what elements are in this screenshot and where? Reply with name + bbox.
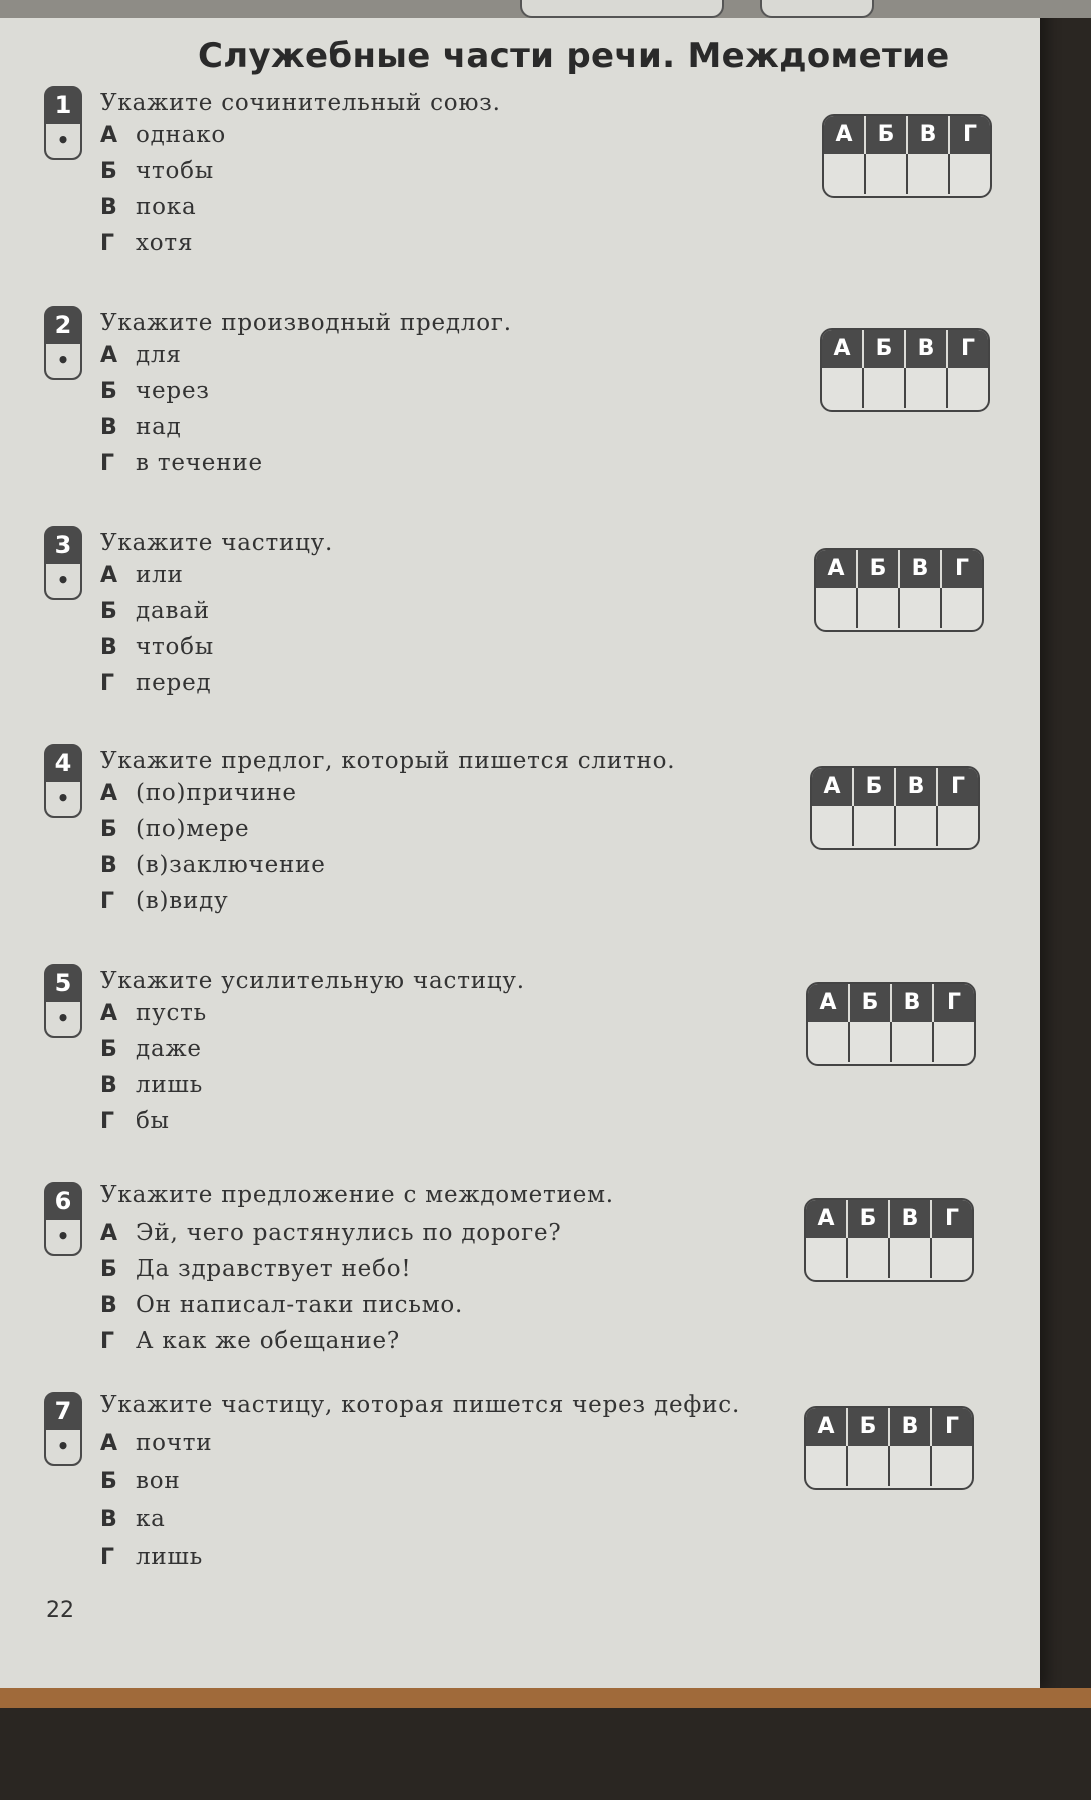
answer-cell-c[interactable] bbox=[904, 368, 946, 408]
answer-option-a bbox=[100, 1220, 562, 1246]
grid-header-c: В bbox=[898, 550, 940, 588]
option-letter: А bbox=[100, 343, 118, 368]
task-question: Укажите сочинительный союз. bbox=[100, 90, 501, 116]
answer-cell-c[interactable] bbox=[888, 1446, 930, 1486]
task-question: Укажите предлог, который пишется слитно. bbox=[100, 748, 676, 774]
answer-cell-a[interactable] bbox=[806, 1238, 846, 1278]
option-text: почти bbox=[136, 1430, 213, 1456]
grid-header-d: Г bbox=[946, 330, 988, 368]
answer-option-b bbox=[100, 1036, 202, 1062]
option-text: или bbox=[136, 562, 184, 588]
option-letter: Б bbox=[100, 159, 118, 184]
answer-cell-d[interactable] bbox=[936, 806, 978, 846]
answer-option-d bbox=[100, 888, 228, 914]
grid-header-a: А bbox=[817, 1414, 835, 1439]
option-letter: Г bbox=[100, 451, 115, 476]
option-letter: Г bbox=[100, 1545, 115, 1570]
answer-grid-cells bbox=[806, 1446, 972, 1486]
grid-header-b: Б bbox=[856, 550, 898, 588]
option-letter: В bbox=[100, 1293, 118, 1318]
option-text: Он написал-таки письмо. bbox=[136, 1292, 464, 1318]
grid-header-b: Б bbox=[864, 116, 906, 154]
task-question: Укажите производный предлог. bbox=[100, 310, 512, 336]
grid-header-c: В bbox=[888, 1200, 930, 1238]
answer-grid-header bbox=[816, 550, 982, 588]
answer-option-b bbox=[100, 378, 210, 404]
answer-grid bbox=[814, 548, 984, 632]
option-letter: А bbox=[100, 1221, 118, 1246]
option-text: хотя bbox=[136, 230, 194, 256]
grid-header-d: Г bbox=[940, 550, 982, 588]
answer-option-b bbox=[100, 1468, 181, 1494]
option-letter: Б bbox=[100, 817, 118, 842]
task-number: 5 bbox=[54, 969, 72, 997]
option-text: пока bbox=[136, 194, 197, 220]
answer-cell-a[interactable] bbox=[816, 588, 856, 628]
answer-option-d bbox=[100, 1328, 400, 1354]
grid-header-a: А bbox=[835, 122, 853, 147]
answer-option-b bbox=[100, 158, 214, 184]
task-number-badge bbox=[44, 306, 82, 380]
option-letter: В bbox=[100, 1073, 118, 1098]
answer-grid-cells bbox=[806, 1238, 972, 1278]
answer-cell-b[interactable] bbox=[848, 1022, 890, 1062]
answer-cell-d[interactable] bbox=[948, 154, 990, 194]
difficulty-dot: • bbox=[46, 1002, 80, 1036]
task-number-badge bbox=[44, 744, 82, 818]
option-text: лишь bbox=[136, 1072, 204, 1098]
task-question: Укажите частицу, которая пишется через дефис. bbox=[100, 1392, 741, 1418]
answer-option-c bbox=[100, 1506, 166, 1532]
option-letter: В bbox=[100, 635, 118, 660]
option-text: пусть bbox=[136, 1000, 207, 1026]
answer-grid-cells bbox=[808, 1022, 974, 1062]
answer-cell-c[interactable] bbox=[888, 1238, 930, 1278]
option-letter: Г bbox=[100, 231, 115, 256]
option-text: ка bbox=[136, 1506, 166, 1532]
answer-cell-a[interactable] bbox=[812, 806, 852, 846]
option-letter: Г bbox=[100, 1109, 115, 1134]
answer-grid bbox=[822, 114, 992, 198]
answer-grid bbox=[804, 1406, 974, 1490]
answer-option-c bbox=[100, 414, 182, 440]
option-letter: Г bbox=[100, 889, 115, 914]
task-question: Укажите частицу. bbox=[100, 530, 334, 556]
answer-cell-c[interactable] bbox=[898, 588, 940, 628]
answer-grid-header bbox=[824, 116, 990, 154]
difficulty-dot: • bbox=[46, 1220, 80, 1254]
option-letter: В bbox=[100, 1507, 118, 1532]
page-title: Служебные части речи. Междометие bbox=[198, 36, 950, 76]
option-text: однако bbox=[136, 122, 227, 148]
task-number: 2 bbox=[54, 311, 72, 339]
option-letter: Б bbox=[100, 1037, 118, 1062]
grid-header-d: Г bbox=[930, 1200, 972, 1238]
answer-cell-b[interactable] bbox=[846, 1238, 888, 1278]
option-text: (по)мере bbox=[136, 816, 250, 842]
answer-grid bbox=[810, 766, 980, 850]
task-number: 6 bbox=[54, 1187, 72, 1215]
answer-option-a bbox=[100, 1430, 212, 1456]
option-letter: А bbox=[100, 1001, 118, 1026]
task-number: 3 bbox=[54, 531, 72, 559]
option-letter: А bbox=[100, 563, 118, 588]
answer-grid-header bbox=[808, 984, 974, 1022]
answer-grid-header bbox=[806, 1200, 972, 1238]
grid-header-a: А bbox=[833, 336, 851, 361]
answer-option-a bbox=[100, 562, 184, 588]
grid-header-a: А bbox=[817, 1206, 835, 1231]
answer-option-a bbox=[100, 780, 297, 806]
task-number-badge bbox=[44, 86, 82, 160]
option-letter: В bbox=[100, 415, 118, 440]
option-text: (в)виду bbox=[136, 888, 229, 914]
answer-cell-c[interactable] bbox=[906, 154, 948, 194]
option-letter: Б bbox=[100, 1469, 118, 1494]
answer-grid bbox=[820, 328, 990, 412]
grid-header-a: А bbox=[823, 774, 841, 799]
answer-cell-a[interactable] bbox=[808, 1022, 848, 1062]
answer-cell-d[interactable] bbox=[940, 588, 982, 628]
answer-grid bbox=[804, 1198, 974, 1282]
task-number: 1 bbox=[54, 91, 72, 119]
answer-option-c bbox=[100, 1072, 203, 1098]
answer-option-c bbox=[100, 852, 326, 878]
top-strip bbox=[0, 0, 1091, 18]
task-5 bbox=[44, 964, 1044, 1164]
grid-header-b: Б bbox=[852, 768, 894, 806]
answer-option-a bbox=[100, 1000, 207, 1026]
answer-cell-a[interactable] bbox=[824, 154, 864, 194]
answer-grid-cells bbox=[812, 806, 978, 846]
option-letter: А bbox=[100, 1431, 118, 1456]
grid-header-d: Г bbox=[930, 1408, 972, 1446]
top-tab bbox=[760, 0, 874, 18]
answer-cell-d[interactable] bbox=[930, 1446, 972, 1486]
answer-option-d bbox=[100, 450, 263, 476]
task-2 bbox=[44, 306, 1044, 506]
task-number: 4 bbox=[54, 749, 72, 777]
answer-grid-header bbox=[822, 330, 988, 368]
task-number-badge bbox=[44, 1182, 82, 1256]
table-edge bbox=[0, 1688, 1091, 1708]
answer-option-b bbox=[100, 1256, 411, 1282]
option-letter: А bbox=[100, 123, 118, 148]
option-letter: В bbox=[100, 195, 118, 220]
task-question: Укажите предложение с междометием. bbox=[100, 1182, 614, 1208]
answer-cell-d[interactable] bbox=[946, 368, 988, 408]
answer-option-d bbox=[100, 1544, 203, 1570]
answer-option-b bbox=[100, 598, 210, 624]
option-text: Эй, чего растянулись по дороге? bbox=[136, 1220, 562, 1246]
difficulty-dot: • bbox=[46, 344, 80, 378]
grid-header-a: А bbox=[819, 990, 837, 1015]
answer-option-d bbox=[100, 230, 193, 256]
answer-cell-b[interactable] bbox=[846, 1446, 888, 1486]
option-text: давай bbox=[136, 598, 210, 624]
answer-option-d bbox=[100, 1108, 170, 1134]
grid-header-d: Г bbox=[948, 116, 990, 154]
grid-header-b: Б bbox=[862, 330, 904, 368]
answer-cell-b[interactable] bbox=[864, 154, 906, 194]
option-text: бы bbox=[136, 1108, 170, 1134]
grid-header-d: Г bbox=[936, 768, 978, 806]
option-letter: А bbox=[100, 781, 118, 806]
option-text: вон bbox=[136, 1468, 181, 1494]
task-4 bbox=[44, 744, 1044, 944]
grid-header-d: Г bbox=[932, 984, 974, 1022]
answer-option-c bbox=[100, 194, 196, 220]
answer-grid-cells bbox=[816, 588, 982, 628]
task-number-badge bbox=[44, 526, 82, 600]
answer-option-c bbox=[100, 1292, 463, 1318]
option-letter: Г bbox=[100, 671, 115, 696]
difficulty-dot: • bbox=[46, 1430, 80, 1464]
answer-cell-b[interactable] bbox=[862, 368, 904, 408]
grid-header-c: В bbox=[890, 984, 932, 1022]
option-text: Да здравствует небо! bbox=[136, 1256, 412, 1282]
answer-cell-b[interactable] bbox=[856, 588, 898, 628]
answer-cell-d[interactable] bbox=[930, 1238, 972, 1278]
top-tab bbox=[520, 0, 724, 18]
grid-header-b: Б bbox=[846, 1200, 888, 1238]
option-text: (в)заключение bbox=[136, 852, 326, 878]
task-6 bbox=[44, 1182, 1044, 1382]
option-text: через bbox=[136, 378, 210, 404]
option-text: даже bbox=[136, 1036, 202, 1062]
option-text: перед bbox=[136, 670, 212, 696]
option-text: чтобы bbox=[136, 158, 214, 184]
difficulty-dot: • bbox=[46, 124, 80, 158]
answer-cell-b[interactable] bbox=[852, 806, 894, 846]
option-letter: Б bbox=[100, 1257, 118, 1282]
task-number-badge bbox=[44, 1392, 82, 1466]
option-text: для bbox=[136, 342, 182, 368]
option-text: в течение bbox=[136, 450, 263, 476]
task-number: 7 bbox=[54, 1397, 72, 1425]
grid-header-c: В bbox=[904, 330, 946, 368]
option-text: А как же обещание? bbox=[136, 1328, 400, 1354]
grid-header-c: В bbox=[894, 768, 936, 806]
task-3 bbox=[44, 526, 1044, 726]
option-text: над bbox=[136, 414, 182, 440]
answer-option-c bbox=[100, 634, 214, 660]
page-number: 22 bbox=[46, 1598, 74, 1623]
option-text: чтобы bbox=[136, 634, 214, 660]
grid-header-a: А bbox=[827, 556, 845, 581]
answer-cell-c[interactable] bbox=[890, 1022, 932, 1062]
task-1 bbox=[44, 86, 1044, 286]
answer-cell-a[interactable] bbox=[806, 1446, 846, 1486]
answer-option-b bbox=[100, 816, 249, 842]
answer-grid-header bbox=[806, 1408, 972, 1446]
grid-header-c: В bbox=[906, 116, 948, 154]
option-letter: Г bbox=[100, 1329, 115, 1354]
option-letter: Б bbox=[100, 599, 118, 624]
answer-option-a bbox=[100, 122, 226, 148]
task-7 bbox=[44, 1392, 1044, 1592]
option-letter: В bbox=[100, 853, 118, 878]
answer-grid-header bbox=[812, 768, 978, 806]
difficulty-dot: • bbox=[46, 782, 80, 816]
grid-header-b: Б bbox=[848, 984, 890, 1022]
answer-grid-cells bbox=[824, 154, 990, 194]
option-letter: Б bbox=[100, 379, 118, 404]
task-number-badge bbox=[44, 964, 82, 1038]
task-question: Укажите усилительную частицу. bbox=[100, 968, 525, 994]
answer-option-d bbox=[100, 670, 211, 696]
grid-header-b: Б bbox=[846, 1408, 888, 1446]
difficulty-dot: • bbox=[46, 564, 80, 598]
option-text: (по)причине bbox=[136, 780, 297, 806]
answer-cell-c[interactable] bbox=[894, 806, 936, 846]
answer-cell-a[interactable] bbox=[822, 368, 862, 408]
answer-option-a bbox=[100, 342, 182, 368]
answer-cell-d[interactable] bbox=[932, 1022, 974, 1062]
option-text: лишь bbox=[136, 1544, 204, 1570]
answer-grid-cells bbox=[822, 368, 988, 408]
answer-grid bbox=[806, 982, 976, 1066]
grid-header-c: В bbox=[888, 1408, 930, 1446]
